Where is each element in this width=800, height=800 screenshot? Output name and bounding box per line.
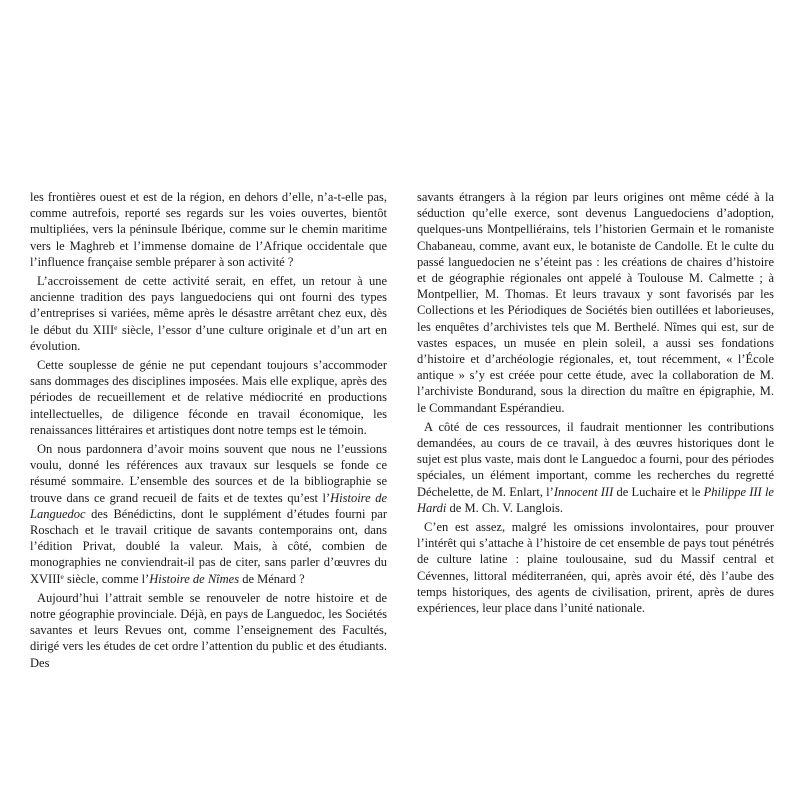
- right-text-column: [417, 189, 774, 619]
- text-run: A côté de ces ressources, il faudrait mentionner les contributions demandées, au cours de ce travail, à des œuvres historiques dont le sujet est plus vaste, mais dont le Languedoc a fourni, pour des périodes spéciales, un élément important, comme les recherches du regretté Déchelette, de M. Enlart, l’: [417, 419, 774, 499]
- text-run: L’accroissement de cette activité serait, en effet, un retour à une ancienne tradition des pays languedociens qui ont fourni des types d’entreprises si variées, même après le désastre arrêtant chez eux, dès le début du XIII: [30, 274, 387, 337]
- paragraph: [417, 519, 774, 616]
- text-run: siècle, l’essor d’une culture originale et d’un art en évolution.: [30, 322, 387, 353]
- paragraph: [30, 189, 387, 270]
- superscript: e: [60, 571, 64, 581]
- italic-title: Histoire de Nîmes: [149, 571, 240, 586]
- italic-title: Innocent III: [553, 484, 614, 499]
- paragraph: [30, 590, 387, 671]
- paragraph: [30, 357, 387, 438]
- text-run: On nous pardonnera d’avoir moins souvent que nous ne l’eussions voulu, donné les références aux travaux sur lesquels se fonde ce résumé sommaire. L’ensemble des sources et de la bibliographie se trouve dans ce grand recueil de faits et de textes qu’est l’: [30, 442, 387, 505]
- text-run: Cette souplesse de génie ne put cependant toujours s’accommoder sans dommages des disciplines imposées. Mais elle explique, après des périodes de recueillement et de relative médiocrité en productions intellectuelles, de diligence féconde en travail économique, les renaissances littéraires et artistiques dont notre temps est le témoin.: [30, 358, 387, 437]
- text-run: siècle, comme l’: [63, 571, 150, 586]
- paragraph: [417, 189, 774, 416]
- text-run: des Bénédictins, dont le supplément d’études fourni par Roschach et le travail critique de savants contemporains ont, dans l’édition Privat, doublé la valeur. Mais, à côté, combien de monographies ne conviendrait-il pas de citer, sans parler d’œuvres du XVIII: [30, 506, 387, 586]
- superscript: e: [114, 322, 118, 332]
- text-run: C’en est assez, malgré les omissions involontaires, pour prouver l’intérêt qui s’attache à l’histoire de cet ensemble de pays tout pénétrés de culture latine : plaine toulousaine, sud du Massif central et Cévennes, littoral méditerranéen, qui, après avoir été, dès l’aube des temps historiques, des agents de civilisation, prirent, après de dures expériences, leur place dans l’unité nationale.: [417, 520, 774, 616]
- left-text-column: [30, 189, 387, 674]
- text-run: les frontières ouest et est de la région, en dehors d’elle, n’a-t-elle pas, comme autrefois, reporté ses regards sur les voies ouvertes, bientôt multipliées, vers la péninsule Ibérique, comme sur le chemin maritime vers le Maghreb et l’immense domaine de l’Afrique occidentale que l’influence française semble préparer à son activité ?: [30, 190, 387, 269]
- italic-title: Philippe III le Hardi: [417, 484, 774, 515]
- text-run: de Ménard ?: [239, 571, 305, 586]
- text-run: de M. Ch. V. Langlois.: [446, 500, 563, 515]
- paragraph: [30, 273, 387, 354]
- text-run: savants étrangers à la région par leurs origines ont même cédé à la séduction qu’elle exerce, sont devenus Languedociens d’adoption, quelques-uns Montpelliérains, tels l’historien Germain et le romaniste Chabaneau, comme, avant eux, le botaniste de Candolle. Et le culte du passé languedocien ne s’éteint pas : les créations de chaires d’histoire et de géographie régionales ont appelé à Toulouse M. Calmette ; à Montpellier, M. Thomas. Et leurs travaux y sont favorisés par les Collections et les Périodiques de Sociétés bien outillées et laborieuses, les enquêtes d’archivistes tels que M. Berthelé. Nîmes qui est, sur de vastes espaces, un musée en plein soleil, a aussi ses fondations d’histoire et d’archéologie régionales, et, tout récemment, « l’École antique » s’y est créée pour cette étude, avec la collaboration de M. l’archiviste Bondurand, sous la direction du maître en épigraphie, M. le Commandant Espérandieu.: [417, 190, 774, 415]
- text-run: de Luchaire et le: [613, 484, 704, 499]
- text-run: Aujourd’hui l’attrait semble se renouveler de notre histoire et de notre géographie provinciale. Déjà, en pays de Languedoc, les Sociétés savantes et leurs Revues ont, comme l’enseignement des Facultés, dirigé vers les études de cet ordre l’attention du public et des étudiants. Des: [30, 590, 387, 670]
- paragraph: [417, 419, 774, 516]
- paragraph: [30, 441, 387, 587]
- italic-title: Histoire de Languedoc: [30, 490, 387, 521]
